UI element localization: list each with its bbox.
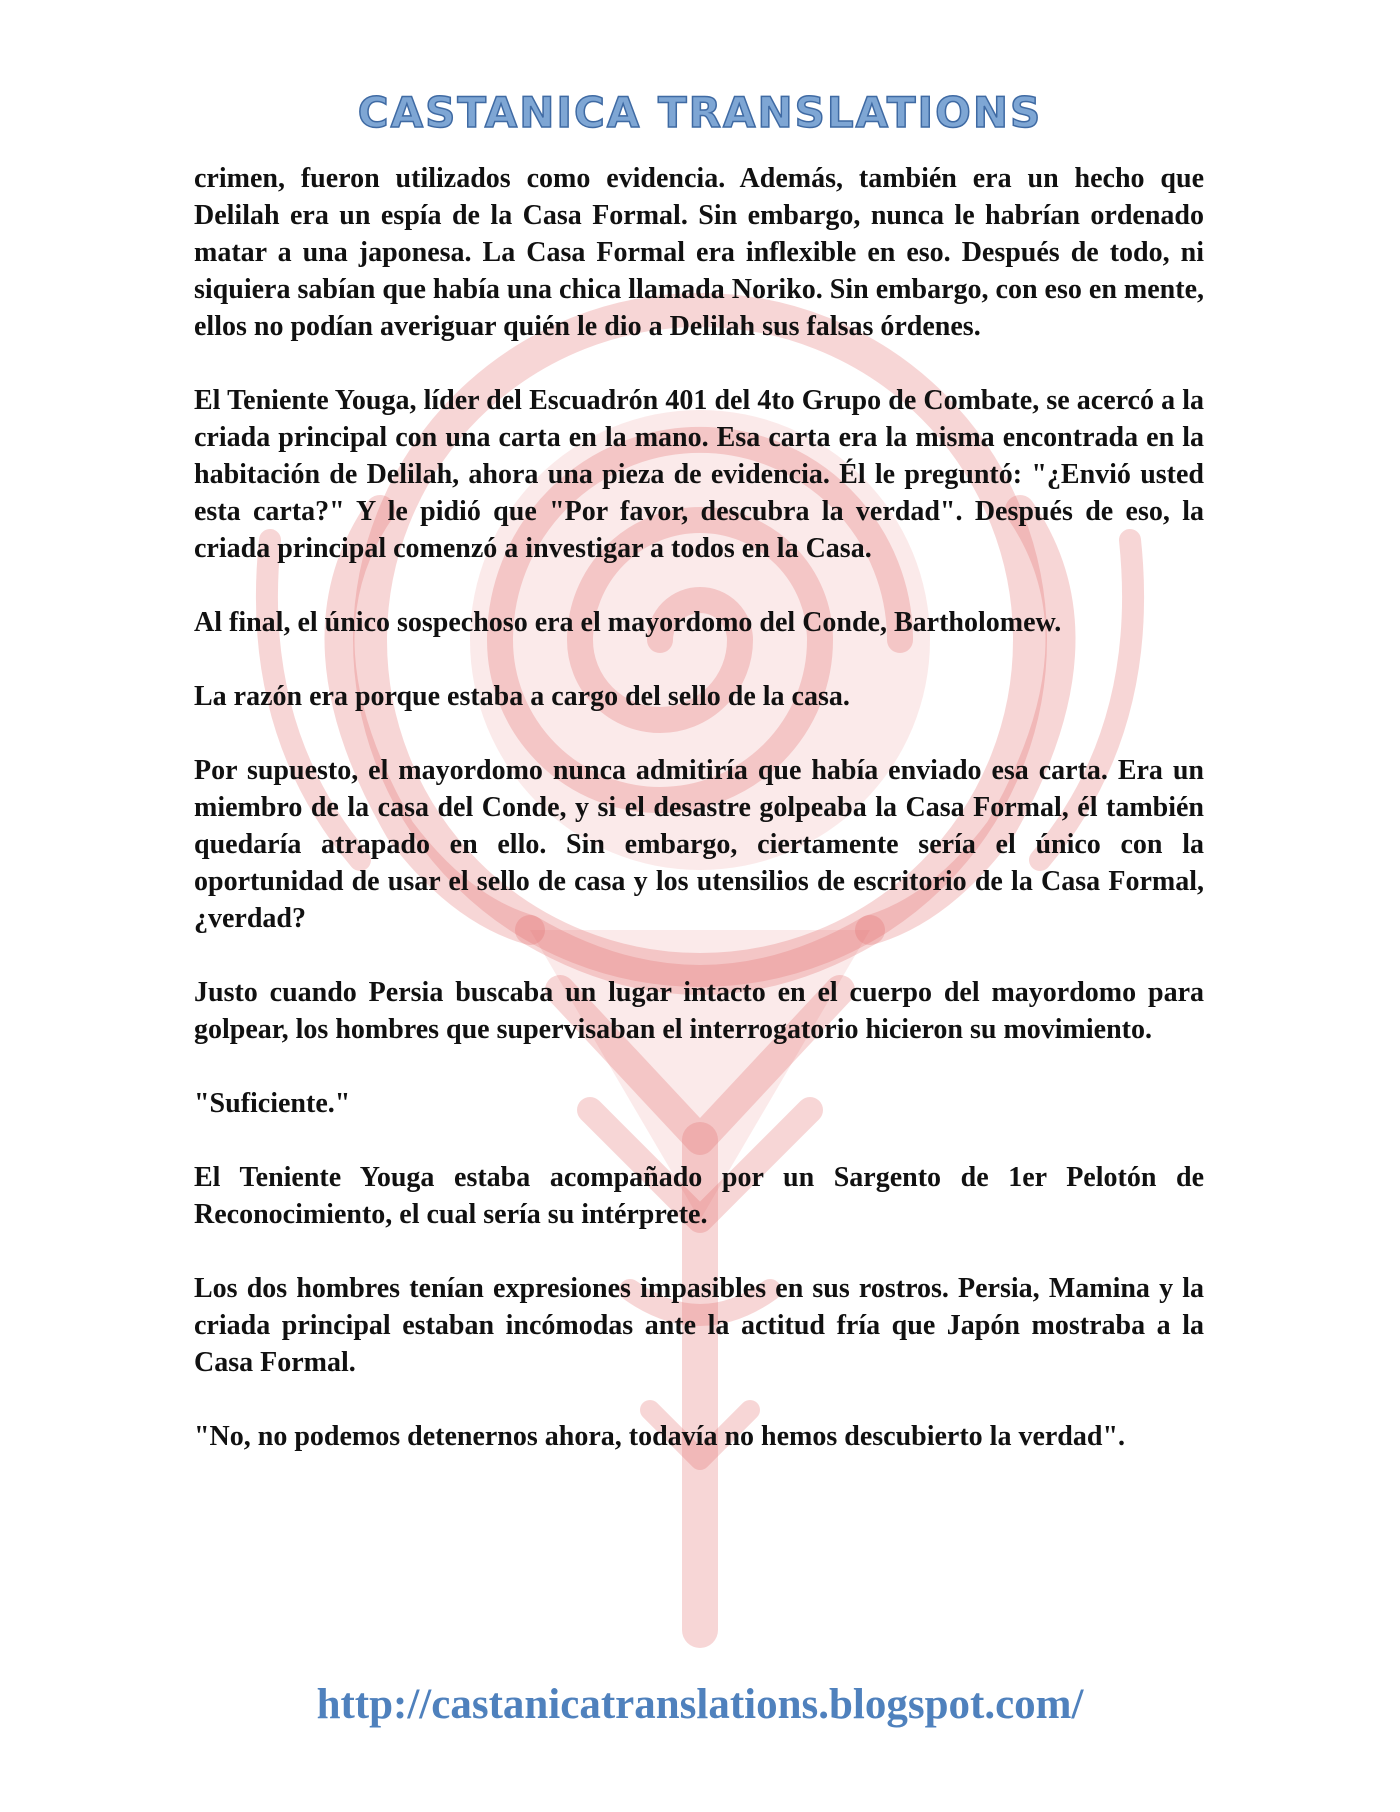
- paragraph: La razón era porque estaba a cargo del sello de la casa.: [194, 681, 850, 712]
- page-header: [0, 88, 1400, 137]
- paragraph: Justo cuando Persia buscaba un lugar intacto en el cuerpo del mayordomo para golpear, los hombres que supervisaban el interrogatorio hicieron su movimiento.: [194, 977, 1204, 1045]
- paragraph: "No, no podemos detenernos ahora, todavía no hemos descubierto la verdad".: [194, 1421, 1125, 1452]
- paragraph: Los dos hombres tenían expresiones impasibles en sus rostros. Persia, Mamina y la criada principal estaban incómodas ante la actitud fría que Japón mostraba a la Casa Formal.: [194, 1273, 1204, 1378]
- paragraph: "Suficiente.": [194, 1088, 351, 1119]
- document-body: [194, 160, 1204, 1492]
- paragraph: Al final, el único sospechoso era el mayordomo del Conde, Bartholomew.: [194, 607, 1062, 638]
- paragraph: crimen, fueron utilizados como evidencia. Además, también era un hecho que Delilah era un espía de la Casa Formal. Sin embargo, nunca le habrían ordenado matar a una japonesa. La Casa Formal era inflexible en eso. Después de todo, ni siquiera sabían que había una chica llamada Noriko. Sin embargo, con eso en mente, ellos no podían averiguar quién le dio a Delilah sus falsas órdenes.: [194, 163, 1204, 342]
- blog-url-link[interactable]: http://castanicatranslations.blogspot.com/: [316, 1681, 1084, 1728]
- site-title: CASTANICA TRANSLATIONS: [357, 88, 1043, 137]
- paragraph: El Teniente Youga estaba acompañado por un Sargento de 1er Pelotón de Reconocimiento, el cual sería su intérprete.: [194, 1162, 1204, 1230]
- page-footer: [0, 1680, 1400, 1729]
- paragraph: El Teniente Youga, líder del Escuadrón 401 del 4to Grupo de Combate, se acercó a la criada principal con una carta en la mano. Esa carta era la misma encontrada en la habitación de Delilah, ahora una pieza de evidencia. Él le preguntó: "¿Envió usted esta carta?" Y le pidió que "Por favor, descubra la verdad". Después de eso, la criada principal comenzó a investigar a todos en la Casa.: [194, 385, 1204, 564]
- paragraph: Por supuesto, el mayordomo nunca admitiría que había enviado esa carta. Era un miembro de la casa del Conde, y si el desastre golpeaba la Casa Formal, él también quedaría atrapado en ello. Sin embargo, ciertamente sería el único con la oportunidad de usar el sello de casa y los utensilios de escritorio de la Casa Formal, ¿verdad?: [194, 755, 1204, 934]
